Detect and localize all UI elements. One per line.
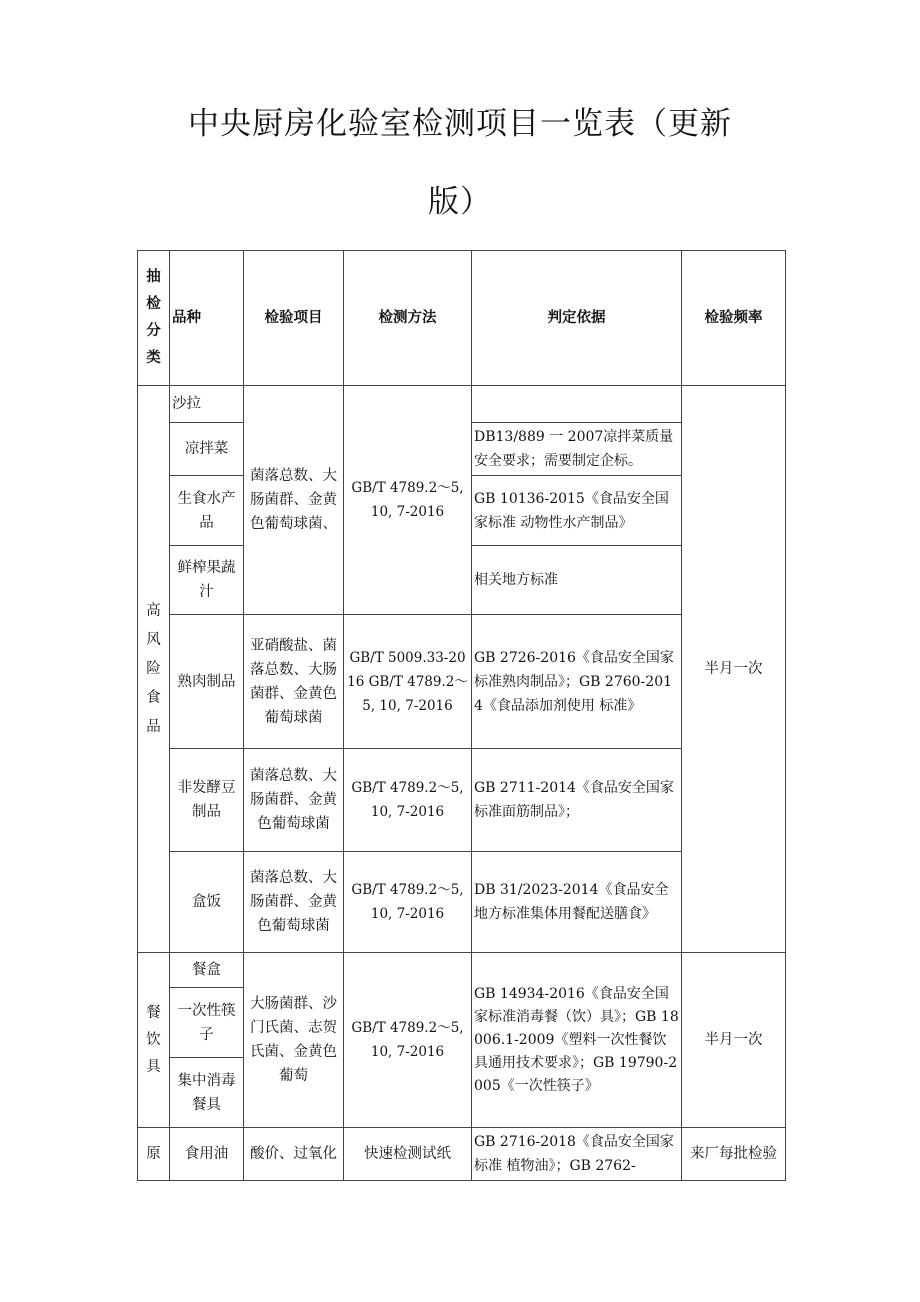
method-cell: GB/T 4789.2～5, 10, 7-2016	[344, 953, 472, 1128]
variety-cell: 盒饭	[170, 852, 244, 953]
variety-cell: 集中消毒餐具	[170, 1058, 244, 1128]
frequency-cell: 半月一次	[682, 386, 786, 953]
category-cell: 餐饮具	[138, 953, 170, 1128]
category-cell: 高风险食品	[138, 386, 170, 953]
basis-cell: GB 2716-2018《食品安全国家标准 植物油》；GB 2762-	[472, 1128, 682, 1181]
basis-cell: GB 10136-2015《食品安全国家标准 动物性水产制品》	[472, 476, 682, 546]
basis-cell: 相关地方标准	[472, 546, 682, 615]
method-cell: GB/T 5009.33-2016 GB/T 4789.2～5, 10, 7-2016	[344, 615, 472, 749]
test-items-table	[137, 250, 786, 1181]
header-frequency: 检验频率	[682, 251, 786, 386]
variety-cell: 餐盒	[170, 953, 244, 988]
variety-cell: 非发酵豆制品	[170, 749, 244, 852]
basis-cell	[472, 386, 682, 423]
method-cell: GB/T 4789.2～5, 10, 7-2016	[344, 852, 472, 953]
test-items-cell: 菌落总数、大肠菌群、金黄色葡萄球菌	[244, 852, 344, 953]
header-test-items: 检验项目	[244, 251, 344, 386]
header-basis: 判定依据	[472, 251, 682, 386]
variety-cell: 食用油	[170, 1128, 244, 1181]
frequency-cell: 半月一次	[682, 953, 786, 1128]
table-row	[138, 386, 786, 423]
variety-cell: 生食水产品	[170, 476, 244, 546]
header-row	[138, 251, 786, 386]
variety-cell: 鲜榨果蔬汁	[170, 546, 244, 615]
test-items-cell: 大肠菌群、沙 门氏菌、志贺 氏菌、金黄色 葡萄	[244, 953, 344, 1128]
test-items-cell: 酸价、过氧化	[244, 1128, 344, 1181]
basis-cell: GB 2711-2014《食品安全国家标准面筋制品》；	[472, 749, 682, 852]
test-items-cell: 菌落总数、大肠菌群、金黄色葡萄球菌、	[244, 386, 344, 615]
method-cell: 快速检测试纸	[344, 1128, 472, 1181]
test-items-cell: 菌落总数、大肠菌群、金黄色葡萄球菌	[244, 749, 344, 852]
basis-cell: DB13/889 一 2007凉拌菜质量安全要求；需要制定企标。	[472, 423, 682, 476]
method-cell: GB/T 4789.2～5, 10, 7-2016	[344, 386, 472, 615]
header-method: 检测方法	[344, 251, 472, 386]
page-title: 中央厨房化验室检测项目一览表（更新	[188, 106, 732, 142]
method-cell: GB/T 4789.2～5, 10, 7-2016	[344, 749, 472, 852]
header-category: 抽检分类	[138, 251, 170, 386]
page-title-continued: 版）	[428, 184, 492, 220]
header-variety: 品种	[170, 251, 244, 386]
variety-cell: 熟肉制品	[170, 615, 244, 749]
table-row	[138, 1128, 786, 1181]
variety-cell: 沙拉	[170, 386, 244, 423]
basis-cell: GB 14934-2016《食品安全国家标准消毒餐（饮）具》；GB 18006.1-2009《塑料一次性餐饮具通用技术要求》；GB 19790-2005《一次性筷子》	[472, 953, 682, 1128]
basis-cell: DB 31/2023-2014《食品安全地方标准集体用餐配送膳食》	[472, 852, 682, 953]
frequency-cell: 来厂每批检验	[682, 1128, 786, 1181]
variety-cell: 凉拌菜	[170, 423, 244, 476]
test-items-cell: 亚硝酸盐、菌落总数、大肠菌群、金黄色葡萄球菌	[244, 615, 344, 749]
category-cell: 原	[138, 1128, 170, 1181]
variety-cell: 一次性筷子	[170, 988, 244, 1058]
table-row	[138, 953, 786, 988]
basis-cell: GB 2726-2016《食品安全国家标准熟肉制品》；GB 2760-2014《食品添加剂使用 标准》	[472, 615, 682, 749]
